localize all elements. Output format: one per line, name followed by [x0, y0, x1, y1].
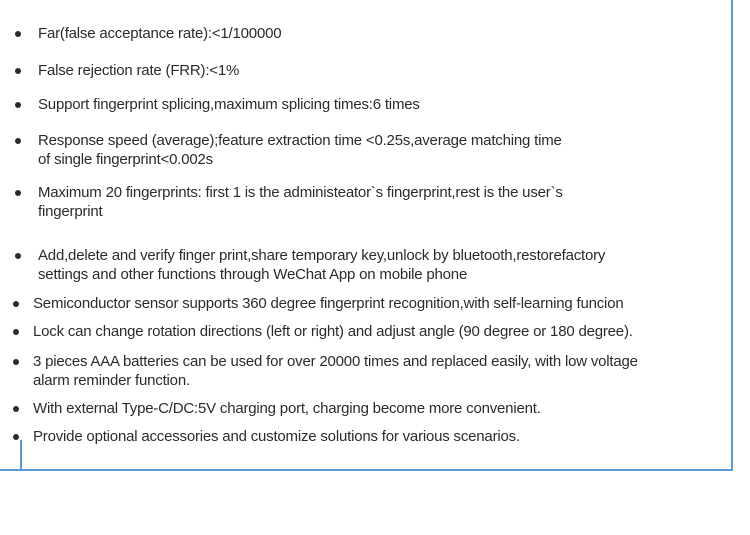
bullet-icon — [13, 406, 19, 412]
list-item-text: Provide optional accessories and customize solutions for various scenarios. — [33, 428, 520, 445]
list-item-text: Add,delete and verify finger print,share temporary key,unlock by bluetooth,restorefactory settings and other functions through WeChat App on mobile phone — [38, 247, 606, 283]
bullet-icon — [15, 253, 21, 259]
list-item-text: Far(false acceptance rate):<1/100000 — [38, 25, 282, 42]
list-item-text: Semiconductor sensor supports 360 degree fingerprint recognition,with self-learning funcion — [33, 295, 624, 312]
bullet-icon — [13, 434, 19, 440]
list-item-text: False rejection rate (FRR):<1% — [38, 62, 240, 79]
bullet-icon — [13, 301, 19, 307]
list-item-text: Lock can change rotation directions (left or right) and adjust angle (90 degree or 180 degree). — [33, 323, 633, 340]
list-item-text: Support fingerprint splicing,maximum splicing times:6 times — [38, 96, 420, 113]
list-item-text: 3 pieces AAA batteries can be used for over 20000 times and replaced easily, with low voltage alarm reminder function. — [33, 353, 638, 389]
bullet-icon — [15, 190, 21, 196]
bullet-icon — [13, 359, 19, 365]
bullet-icon — [15, 102, 21, 108]
list-item-text: Response speed (average);feature extraction time <0.25s,average matching time of single fingerprint<0.002s — [38, 132, 562, 168]
list-item-text: With external Type-C/DC:5V charging port, charging become more convenient. — [33, 400, 541, 417]
bullet-icon — [15, 68, 21, 74]
bullet-icon — [15, 138, 21, 144]
bullet-icon — [13, 329, 19, 335]
bullet-icon — [15, 31, 21, 37]
list-item-text: Maximum 20 fingerprints: first 1 is the administeator`s fingerprint,rest is the user`s fingerprint — [38, 184, 563, 220]
